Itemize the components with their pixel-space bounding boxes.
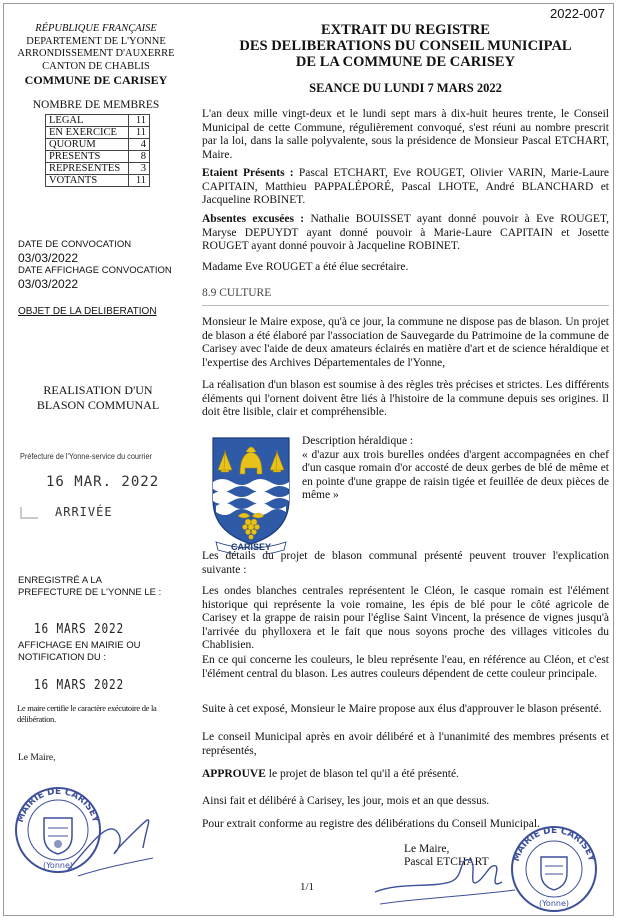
blason-icon	[208, 436, 294, 554]
title-line-1: EXTRAIT DU REGISTRE	[321, 22, 490, 38]
member-label: PRESENTS	[46, 151, 129, 163]
ainsi-line: Ainsi fait et délibéré à Carisey, les jour, mois et an que dessus.	[202, 795, 490, 807]
table-row	[46, 127, 150, 139]
members-table	[45, 114, 150, 187]
details-paragraph: Les détails du projet de blason communal présenté peuvent trouver l'explication suivante :	[202, 550, 609, 576]
commune-label: COMMUNE DE CARISEY	[24, 73, 168, 87]
right-seal-icon	[508, 823, 600, 915]
prefecture-stamp-date: 16 MAR. 2022	[46, 474, 160, 490]
table-row	[46, 175, 150, 187]
member-value: 11	[129, 127, 150, 139]
right-seal-sub: (Yonne)	[538, 899, 570, 908]
member-value: 4	[129, 139, 150, 151]
realisation-paragraph: La réalisation d'un blason est soumise à des règles très précises et strictes. Les différents éléments qui l'ornent doivent être liés à l'histoire de la commune depuis ses origines. Il doit être lisible, clair et compréhensible.	[202, 379, 609, 418]
date-convocation-label: DATE DE CONVOCATION	[18, 239, 132, 250]
arrondissement-label: ARRONDISSEMENT D'AUXERRE	[17, 48, 175, 59]
left-header	[10, 23, 182, 87]
departement-label: DEPARTEMENT DE L'YONNE	[26, 35, 166, 47]
objet-label: OBJET DE LA DELIBERATION	[18, 306, 157, 317]
explanation-paragraph: Les ondes blanches centrales représentent le Cléon, le casque romain est l'élément historique qui représente la voie romaine, les épis de blé pour le côté agricole de Carisey et la grappe de raisin pour l'église Saint Vincent, la présence de vignes jusqu'à l'arrivée du phylloxera et le fait que nous soyons proche des villages viticoles du Chablisien.	[202, 585, 609, 651]
date-convocation-value: 03/03/2022	[18, 251, 79, 265]
member-label: QUORUM	[46, 139, 129, 151]
republique-label: RÉPUBLIQUE FRANÇAISE	[35, 23, 157, 34]
title-line-2: DES DELIBERATIONS DU CONSEIL MUNICIPAL	[239, 38, 572, 54]
presents-label: Etaient Présents :	[202, 167, 294, 179]
member-label: REPRESENTES	[46, 163, 129, 175]
certifie-text: Le maire certifie le caractère exécutoire de la délibération.	[17, 703, 157, 724]
section-heading: 8.9 CULTURE	[202, 287, 272, 299]
heraldic-text: « d'azur aux trois burelles ondées d'argent accompagnées en chef d'un casque romain d'or accosté de deux gerbes de blé de même et en pointe d'une grappe de raisin tigée et feuillée de deux pièces de même »	[302, 448, 609, 501]
absents-paragraph	[202, 213, 609, 254]
signature-name: Pascal ETCHART	[404, 856, 489, 868]
document-title	[202, 22, 609, 70]
colors-paragraph: En ce qui concerne les couleurs, le bleu représente l'eau, en référence au Cléon, et c'est l'élément central du blason. Les autres couleurs dépendent de cette couleur principale.	[202, 654, 609, 680]
secretaire-line: Madame Eve ROUGET a été élue secrétaire.	[202, 261, 409, 273]
divider	[202, 305, 609, 306]
presents-list: Pascal ETCHART, Eve ROUGET, Olivier VARIN, Marie-Laure CAPITAIN, Matthieu PAPPALÉPORÉ, Pascal LHOTE, André BLANCHARD et Jacqueline ROBINET.	[202, 167, 609, 206]
enregistre-date: 16 MARS 2022	[34, 622, 125, 637]
intro-paragraph: L'an deux mille vingt-deux et le lundi sept mars à dix-huit heures trente, le Conseil Municipal de cette Commune, régulièrement convoqué, s'est réuni au nombre prescrit par la loi, dans la salle polyvalente, sous la présidence de Monsieur Pascal ETCHART, Maire.	[202, 108, 609, 161]
member-label: EN EXERCICE	[46, 127, 129, 139]
absents-label: Absentes excusées :	[202, 213, 305, 225]
enregistre-label: ENREGISTRÉ A LA PREFECTURE DE L'YONNE LE :	[18, 575, 162, 598]
member-value: 11	[129, 115, 150, 127]
heraldic-description	[302, 435, 609, 503]
deliberation-paragraph: Le conseil Municipal après en avoir délibéré et à l'unanimité des membres présents et représentés,	[202, 731, 609, 757]
page-number: 1/1	[300, 881, 315, 893]
title-line-3: DE LA COMMUNE DE CARISEY	[295, 54, 516, 70]
extrait-line: Pour extrait conforme au registre des délibérations du Conseil Municipal.	[202, 818, 540, 830]
table-row	[46, 115, 150, 127]
seance-heading: SEANCE DU LUNDI 7 MARS 2022	[309, 81, 502, 95]
right-seal-text: MAIRIE DE CARISEY	[511, 825, 597, 863]
document-number: 2022-007	[550, 6, 605, 21]
blason-banner-text: CARISEY	[230, 542, 272, 552]
arrivee-stamp: ARRIVÉE	[55, 505, 113, 519]
members-title: NOMBRE DE MEMBRES	[32, 99, 160, 111]
stamp-mark	[20, 507, 38, 519]
member-label: LEGAL	[46, 115, 129, 127]
table-row	[46, 139, 150, 151]
table-row	[46, 163, 150, 175]
mairie-seal-icon	[8, 778, 158, 883]
absents-list: Nathalie BOUISSET ayant donné pouvoir à Eve ROUGET, Maryse DEPUYDT ayant donné pouvoir à Marie-Laure CAPITAIN et Josette ROUGET ayant donné pouvoir à Jacqueline ROBINET.	[202, 213, 609, 252]
member-label: VOTANTS	[46, 175, 129, 187]
date-affichage-value: 03/03/2022	[18, 277, 79, 291]
approuve-text: le projet de blason tel qu'il a été présenté.	[265, 768, 459, 780]
approuve-label: APPROUVE	[202, 768, 266, 780]
seal-text: MAIRIE DE CARISEY	[15, 786, 101, 824]
date-affichage-label: DATE AFFICHAGE CONVOCATION	[18, 265, 172, 276]
approuve-line	[202, 768, 609, 782]
objet-title: REALISATION D'UN BLASON COMMUNAL	[36, 383, 160, 412]
prefecture-stamp-label: Préfecture de l'Yonne-service du courrier	[20, 451, 152, 461]
heraldic-title: Description héraldique :	[302, 435, 414, 447]
presents-paragraph	[202, 167, 609, 208]
member-value: 11	[129, 175, 150, 187]
member-value: 3	[129, 163, 150, 175]
canton-label: CANTON DE CHABLIS	[42, 60, 150, 72]
member-value: 8	[129, 151, 150, 163]
affichage-date: 16 MARS 2022	[34, 678, 125, 693]
affichage-label: AFFICHAGE EN MAIRIE OU NOTIFICATION DU :	[18, 640, 141, 663]
proposal-paragraph: Suite à cet exposé, Monsieur le Maire propose aux élus d'approuver le blason présenté.	[202, 703, 602, 715]
signature-icon	[370, 852, 520, 914]
signature-maire-label: Le Maire,	[404, 843, 450, 855]
left-maire-label: Le Maire,	[18, 753, 56, 763]
seal-sub: (Yonne)	[42, 861, 74, 870]
table-row	[46, 151, 150, 163]
expose-paragraph: Monsieur le Maire expose, qu'à ce jour, la commune ne dispose pas de blason. Un projet de blason a été élaboré par l'association de Sauvegarde du Patrimoine de la commune de Carisey avec l'aide de deux amateurs éclairés en matière d'art et de science héraldique et l'expertise des Archives Départementales de l'Yonne,	[202, 316, 609, 369]
